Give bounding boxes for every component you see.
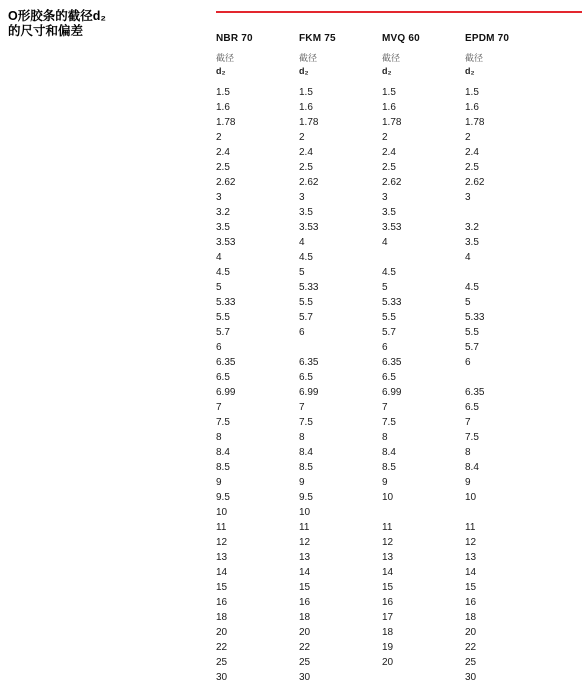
- table-cell: 6: [465, 357, 471, 368]
- table-cell: 25: [465, 657, 477, 668]
- table-cell: [465, 370, 545, 385]
- table-cell: 3.5: [299, 207, 313, 218]
- table-cell: 11: [382, 522, 393, 533]
- table-cell: 8.5: [299, 462, 313, 473]
- table-cell: 9: [216, 477, 222, 488]
- table-cell: 13: [382, 552, 394, 563]
- table-cell: 3.5: [465, 237, 479, 248]
- table-cell: 7.5: [216, 417, 230, 428]
- table-cell: 10: [382, 492, 394, 503]
- table-cell: 3.53: [299, 222, 319, 233]
- table-cell: 5.7: [465, 342, 479, 353]
- table-cell: 3.5: [382, 207, 396, 218]
- table-cell: 10: [299, 507, 311, 518]
- column-header: NBR 70: [216, 33, 253, 44]
- header-rule: [216, 11, 582, 13]
- header-rule-line: [216, 11, 582, 13]
- table-column: [299, 33, 379, 683]
- column-sub-symbol: d₂: [465, 66, 475, 76]
- table-cell: 6.35: [299, 357, 319, 368]
- table-cell: 3.2: [465, 222, 479, 233]
- table-cell: 16: [216, 597, 228, 608]
- column-sub-symbol: d₂: [299, 66, 309, 76]
- table-cell: 2.4: [382, 147, 396, 158]
- table-cell: 3.5: [216, 222, 230, 233]
- column-values: [216, 85, 296, 685]
- table-cell: 2: [465, 132, 471, 143]
- table-cell: 1.5: [216, 87, 230, 98]
- table-cell: 7.5: [299, 417, 313, 428]
- table-cell: [382, 250, 462, 265]
- table-cell: 2.62: [299, 177, 319, 188]
- table-cell: 2: [382, 132, 388, 143]
- table-cell: 16: [465, 597, 477, 608]
- table-cell: 8.4: [465, 462, 479, 473]
- table-cell: 25: [299, 657, 311, 668]
- table-cell: 30: [299, 672, 311, 683]
- table-cell: 8: [216, 432, 222, 443]
- table-cell: 14: [299, 567, 311, 578]
- table-cell: 2: [299, 132, 305, 143]
- table-cell: 6.99: [382, 387, 402, 398]
- table-cell: 2.62: [465, 177, 485, 188]
- column-sub-label: 截径: [216, 53, 235, 63]
- table-cell: 18: [465, 612, 477, 623]
- column-sub-label: 截径: [382, 53, 401, 63]
- table-cell: 5.5: [465, 327, 479, 338]
- table-cell: 3.2: [216, 207, 230, 218]
- table-cell: 6.99: [299, 387, 319, 398]
- table-cell: [382, 670, 462, 685]
- table-cell: 4.5: [382, 267, 396, 278]
- table-cell: [465, 265, 545, 280]
- table-cell: 12: [216, 537, 228, 548]
- table-cell: 1.78: [299, 117, 319, 128]
- table-cell: 2.62: [216, 177, 236, 188]
- table-cell: 5.7: [382, 327, 396, 338]
- table-cell: 9.5: [216, 492, 230, 503]
- table-cell: 20: [382, 657, 394, 668]
- table-cell: 1.6: [216, 102, 230, 113]
- table-cell: 11: [216, 522, 227, 533]
- table-cell: 4: [465, 252, 471, 263]
- table-cell: 3: [299, 192, 305, 203]
- table-cell: 8.5: [216, 462, 230, 473]
- column-values: [299, 85, 379, 685]
- table-column: [382, 33, 462, 668]
- table-cell: [299, 340, 379, 355]
- table-cell: 6.5: [382, 372, 396, 383]
- table-cell: 6.35: [465, 387, 485, 398]
- column-header: EPDM 70: [465, 33, 510, 44]
- table-cell: 9: [299, 477, 305, 488]
- table-cell: 15: [465, 582, 477, 593]
- table-cell: 5.5: [299, 297, 313, 308]
- table-cell: 2: [216, 132, 222, 143]
- table-cell: 3.53: [216, 237, 236, 248]
- table-cell: 6: [216, 342, 222, 353]
- table-cell: 9: [382, 477, 388, 488]
- table-cell: 3: [382, 192, 388, 203]
- table-cell: 1.6: [299, 102, 313, 113]
- table-cell: 4.5: [299, 252, 313, 263]
- table-cell: 2.5: [382, 162, 396, 173]
- table-cell: 5.5: [216, 312, 230, 323]
- table-cell: 13: [299, 552, 311, 563]
- table-cell: 5.7: [216, 327, 230, 338]
- table-cell: 2.4: [216, 147, 230, 158]
- table-cell: 6.35: [216, 357, 236, 368]
- column-values: [465, 85, 545, 685]
- column-sub-label: 截径: [465, 53, 484, 63]
- table-cell: 14: [216, 567, 228, 578]
- table-cell: 1.5: [465, 87, 479, 98]
- table-cell: 15: [299, 582, 311, 593]
- table-cell: 30: [465, 672, 477, 683]
- column-values: [382, 85, 462, 685]
- table-cell: 7.5: [382, 417, 396, 428]
- table-cell: 12: [382, 537, 394, 548]
- table-cell: 8.4: [216, 447, 230, 458]
- table-cell: 2.5: [216, 162, 230, 173]
- table-cell: 8.5: [382, 462, 396, 473]
- table-cell: 5.7: [299, 312, 313, 323]
- table-cell: 1.5: [382, 87, 396, 98]
- table-cell: [465, 205, 545, 220]
- table-cell: 13: [465, 552, 477, 563]
- table-cell: 22: [299, 642, 311, 653]
- table-cell: 8.4: [299, 447, 313, 458]
- column-header: MVQ 60: [382, 33, 420, 44]
- table-cell: 8.4: [382, 447, 396, 458]
- table-cell: 16: [382, 597, 394, 608]
- table-cell: 1.6: [465, 102, 479, 113]
- table-cell: 2.5: [299, 162, 313, 173]
- table-cell: 8: [465, 447, 471, 458]
- table-cell: 3: [465, 192, 471, 203]
- table-cell: 5.33: [465, 312, 485, 323]
- table-cell: 12: [299, 537, 311, 548]
- table-cell: 1.78: [216, 117, 236, 128]
- table-cell: 3.53: [382, 222, 402, 233]
- table-cell: 5: [299, 267, 305, 278]
- table-cell: [382, 505, 462, 520]
- table-cell: 2.62: [382, 177, 402, 188]
- table-cell: 6.35: [382, 357, 402, 368]
- table-cell: 5: [382, 282, 388, 293]
- table-cell: 7: [216, 402, 222, 413]
- table-cell: 8: [299, 432, 305, 443]
- table-cell: 15: [216, 582, 228, 593]
- table-cell: 5.5: [382, 312, 396, 323]
- table-cell: 6.5: [216, 372, 230, 383]
- table-cell: 9: [465, 477, 471, 488]
- column-sub-symbol: d₂: [216, 66, 226, 76]
- table-cell: 4: [299, 237, 305, 248]
- table-cell: 7: [382, 402, 388, 413]
- table-cell: 10: [216, 507, 228, 518]
- table-cell: 14: [382, 567, 394, 578]
- table-cell: 1.78: [382, 117, 402, 128]
- table-cell: 15: [382, 582, 394, 593]
- table-cell: 6: [382, 342, 388, 353]
- table-cell: 19: [382, 642, 394, 653]
- table-cell: 1.78: [465, 117, 485, 128]
- table-cell: 14: [465, 567, 477, 578]
- table-cell: 7: [299, 402, 305, 413]
- table-cell: 18: [382, 627, 394, 638]
- table-cell: 5: [465, 297, 471, 308]
- section-title-line-1: O形胶条的截径d₂: [8, 9, 106, 23]
- section-title-line-2: 的尺寸和偏差: [8, 24, 84, 38]
- section-title: [8, 9, 138, 39]
- table-cell: [465, 505, 545, 520]
- table-cell: 18: [216, 612, 228, 623]
- table-cell: 5.33: [299, 282, 319, 293]
- table-cell: 4.5: [216, 267, 230, 278]
- table-cell: 5.33: [216, 297, 236, 308]
- table-cell: 6.5: [465, 402, 479, 413]
- table-cell: 20: [299, 627, 311, 638]
- table-cell: 22: [216, 642, 228, 653]
- table-cell: 11: [465, 522, 476, 533]
- table-cell: 1.5: [299, 87, 313, 98]
- table-cell: 3: [216, 192, 222, 203]
- table-cell: 5: [216, 282, 222, 293]
- table-cell: 1.6: [382, 102, 396, 113]
- table-cell: 4: [382, 237, 388, 248]
- table-cell: 4.5: [465, 282, 479, 293]
- table-cell: 17: [382, 612, 394, 623]
- table-cell: 6: [299, 327, 305, 338]
- table-cell: 9.5: [299, 492, 313, 503]
- column-header: FKM 75: [299, 33, 336, 44]
- table-cell: 11: [299, 522, 310, 533]
- table-cell: 10: [465, 492, 477, 503]
- table-cell: 7: [465, 417, 471, 428]
- table-cell: 8: [382, 432, 388, 443]
- table-cell: 4: [216, 252, 222, 263]
- table-cell: 6.99: [216, 387, 236, 398]
- table-cell: 7.5: [465, 432, 479, 443]
- table-cell: 6.5: [299, 372, 313, 383]
- table-cell: 2.4: [299, 147, 313, 158]
- table-cell: 13: [216, 552, 228, 563]
- column-sub-symbol: d₂: [382, 66, 392, 76]
- table-cell: 20: [216, 627, 228, 638]
- table-cell: 5.33: [382, 297, 402, 308]
- column-sub-label: 截径: [299, 53, 318, 63]
- table-cell: 12: [465, 537, 477, 548]
- table-cell: 20: [465, 627, 477, 638]
- table-cell: 16: [299, 597, 311, 608]
- table-column: [465, 33, 545, 683]
- table-cell: 2.4: [465, 147, 479, 158]
- table-cell: 22: [465, 642, 477, 653]
- table-cell: 2.5: [465, 162, 479, 173]
- table-cell: 30: [216, 672, 228, 683]
- table-cell: 25: [216, 657, 228, 668]
- table-column: [216, 33, 296, 683]
- table-cell: 18: [299, 612, 311, 623]
